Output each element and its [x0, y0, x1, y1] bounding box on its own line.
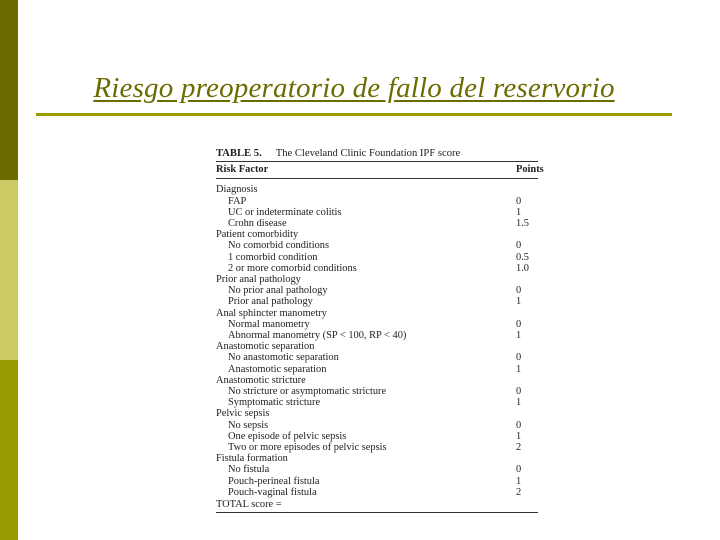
accent-bar-top: [0, 0, 18, 180]
risk-factor-cell: Anal sphincter manometry: [216, 307, 327, 319]
table-category-row: [216, 341, 538, 352]
table-category-row: [216, 375, 538, 386]
points-cell: 0: [516, 318, 522, 330]
table-body: [216, 184, 538, 498]
risk-factor-cell: Patient comorbidity: [216, 229, 299, 241]
risk-factor-cell: No comorbid conditions: [228, 240, 330, 252]
title-rule: [36, 113, 672, 116]
table-category-row: [216, 229, 538, 240]
points-cell: 1: [516, 475, 522, 487]
points-cell: 1: [516, 296, 522, 308]
accent-bar-bottom: [0, 360, 18, 540]
table-category-row: [216, 274, 538, 285]
points-cell: 0: [516, 285, 522, 297]
table-row: [216, 487, 538, 498]
points-cell: 0: [516, 464, 522, 476]
points-cell: 0: [516, 419, 522, 431]
points-cell: [516, 308, 538, 319]
ipf-score-table: [216, 148, 544, 513]
risk-factor-cell: Anastomotic separation: [228, 363, 327, 375]
points-cell: 0: [516, 352, 522, 364]
points-cell: 2: [516, 442, 522, 454]
risk-factor-cell: Two or more episodes of pelvic sepsis: [228, 442, 387, 454]
points-cell: 1.5: [516, 218, 529, 230]
risk-factor-cell: No anastomotic separation: [228, 352, 339, 364]
points-cell: [516, 274, 538, 285]
risk-factor-cell: Pouch-perineal fistula: [228, 475, 320, 487]
risk-factor-cell: Prior anal pathology: [216, 274, 301, 286]
risk-factor-cell: No fistula: [228, 464, 270, 476]
points-cell: [516, 453, 538, 464]
table-row: [216, 263, 538, 274]
points-cell: 1: [516, 397, 522, 409]
points-cell: [516, 375, 538, 386]
points-cell: 1: [516, 363, 522, 375]
risk-factor-cell: One episode of pelvic sepsis: [228, 430, 347, 442]
table-caption-label: TABLE 5.: [216, 148, 262, 159]
risk-factor-cell: Normal manometry: [228, 318, 310, 330]
table-row: [216, 218, 538, 229]
risk-factor-cell: No stricture or asymptomatic stricture: [228, 386, 387, 398]
table-row: [216, 431, 538, 442]
table-category-row: [216, 308, 538, 319]
points-cell: 1: [516, 206, 522, 218]
table-total: TOTAL score =: [216, 499, 538, 513]
table-category-row: [216, 184, 538, 195]
header-risk-factor: Risk Factor: [216, 164, 269, 176]
risk-factor-cell: No sepsis: [228, 419, 269, 431]
table-category-row: [216, 408, 538, 419]
table-category-row: [216, 453, 538, 464]
table-row: [216, 252, 538, 263]
points-cell: 0: [516, 386, 522, 398]
table-row: [216, 420, 538, 431]
table-row: [216, 352, 538, 363]
points-cell: 0.5: [516, 251, 529, 263]
table-row: [216, 386, 538, 397]
risk-factor-cell: Abnormal manometry (SP < 100, RP < 40): [228, 330, 407, 342]
table-row: [216, 196, 538, 207]
risk-factor-cell: Pelvic sepsis: [216, 408, 270, 420]
risk-factor-cell: 2 or more comorbid conditions: [228, 262, 357, 274]
risk-factor-cell: Fistula formation: [216, 453, 288, 465]
risk-factor-cell: Diagnosis: [216, 184, 258, 196]
table-row: [216, 330, 538, 341]
table-row: [216, 285, 538, 296]
risk-factor-cell: Crohn disease: [228, 218, 287, 230]
points-cell: 1.0: [516, 262, 529, 274]
accent-bar-middle: [0, 180, 18, 360]
table-header: [216, 162, 544, 179]
risk-factor-cell: Anastomotic stricture: [216, 374, 306, 386]
points-cell: 0: [516, 195, 522, 207]
risk-factor-cell: 1 comorbid condition: [228, 251, 318, 263]
table-caption-text: The Cleveland Clinic Foundation IPF score: [275, 148, 461, 159]
table-row: [216, 397, 538, 408]
points-cell: [516, 408, 538, 419]
risk-factor-cell: Symptomatic stricture: [228, 397, 321, 409]
points-cell: 1: [516, 430, 522, 442]
table-row: [216, 476, 538, 487]
header-points: Points: [516, 164, 544, 176]
points-cell: [516, 341, 538, 352]
risk-factor-cell: FAP: [228, 195, 247, 207]
table-row: [216, 207, 538, 218]
points-cell: [516, 229, 538, 240]
risk-factor-cell: Prior anal pathology: [228, 296, 313, 308]
table-row: [216, 442, 538, 453]
table-caption: [216, 148, 538, 162]
table-row: [216, 296, 538, 307]
table-row: [216, 464, 538, 475]
points-cell: 2: [516, 486, 522, 498]
points-cell: [516, 184, 538, 195]
points-cell: 0: [516, 240, 522, 252]
slide-title: Riesgo preoperatorio de fallo del reservorio: [93, 72, 615, 104]
risk-factor-cell: Anastomotic separation: [216, 341, 315, 353]
risk-factor-cell: Pouch-vaginal fistula: [228, 486, 317, 498]
points-cell: 1: [516, 330, 522, 342]
table-row: [216, 364, 538, 375]
table-row: [216, 240, 538, 251]
risk-factor-cell: UC or indeterminate colitis: [228, 206, 342, 218]
table-row: [216, 319, 538, 330]
risk-factor-cell: No prior anal pathology: [228, 285, 328, 297]
